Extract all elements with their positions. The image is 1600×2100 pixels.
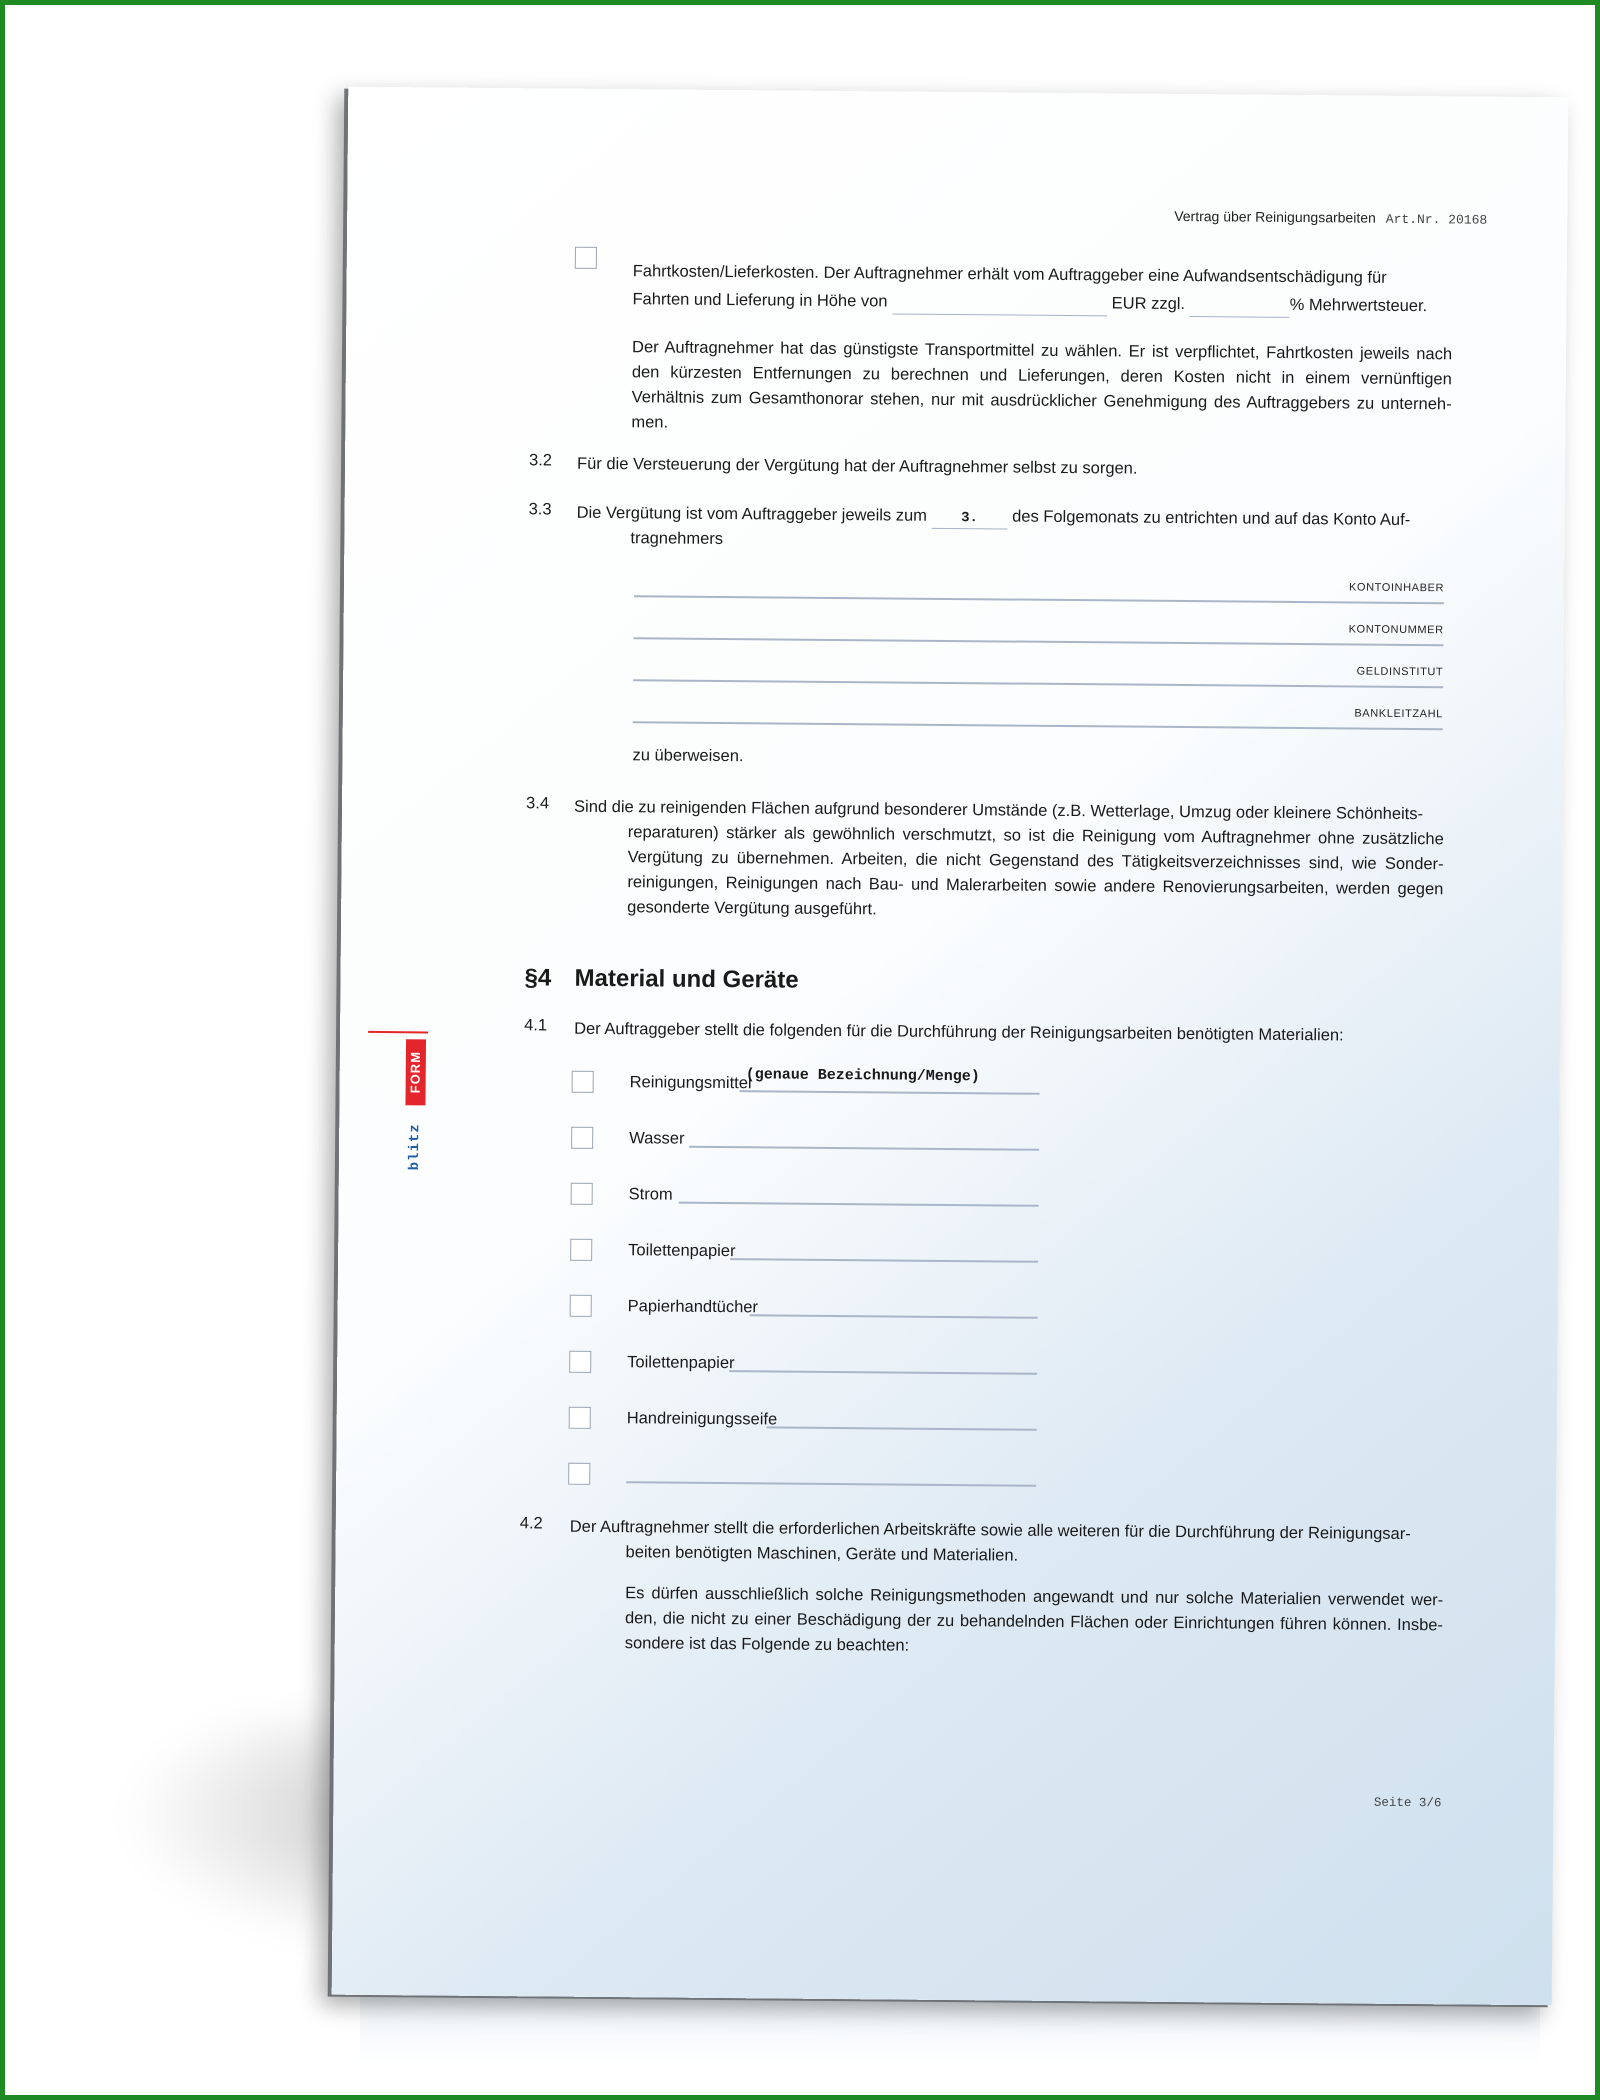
logo-form-text: FORM	[405, 1039, 426, 1105]
section-3-3-text-c: tragnehmers	[630, 529, 724, 548]
section-3-3-text-b: des Folgemonats zu entrichten und auf das Konto Auf-	[1012, 507, 1411, 529]
formblitz-logo	[405, 1039, 426, 1183]
material-label: Toilettenpapier	[627, 1353, 735, 1373]
section-3-2-text: Für die Versteuerung der Vergütung hat der Auftragnehmer selbst zu sorgen.	[576, 454, 1138, 478]
document-page	[332, 87, 1569, 2006]
section-4-title: Material und Geräte	[574, 964, 799, 994]
material-value[interactable]: (genaue Bezeichnung/Menge)	[745, 1066, 980, 1086]
material-checkbox[interactable]	[568, 1463, 590, 1485]
kontoinhaber-field[interactable]	[634, 595, 1444, 604]
material-label: Toilettenpapier	[628, 1241, 736, 1261]
section-4-1-text: Der Auftraggeber stellt die folgenden für die Durchführung der Reinigungsarbeiten benötigten Materialien:	[574, 1019, 1344, 1045]
material-checkbox[interactable]	[569, 1407, 591, 1429]
page-number: Seite 3/6	[1373, 1795, 1442, 1811]
section-4-2-number: 4.2	[519, 1514, 543, 1533]
material-field[interactable]	[730, 1258, 1038, 1263]
fahrtkosten-paragraph: Der Auftragnehmer hat das günstigste Transportmittel zu wählen. Er ist verpflichtet, Fahrtkosten jeweils nach den kürzesten Entfernungen zu berechnen und Lieferungen, deren Kosten nicht in einem vernünftigen Verhältnis zum Gesamthonorar stehen, nur mit ausdrücklicher Genehmigung des Auftraggebers zu unterneh-men.	[631, 338, 1453, 432]
bankleitzahl-label: BANKLEITZAHL	[1354, 707, 1443, 721]
bankleitzahl-field[interactable]	[633, 721, 1443, 730]
geldinstitut-field[interactable]	[633, 679, 1443, 688]
material-label: Strom	[628, 1185, 673, 1204]
section-3-3-text-a: Die Vergütung ist vom Auftraggeber jeweils zum	[576, 503, 928, 525]
section-3-4-rest: reparaturen) stärker als gewöhnlich verschmutzt, so ist die Reinigung vom Auftragnehmer ohne zusätzliche Vergütung zu übernehmen. Arbeiten, die nicht Gegenstand des Tätigkeitsverzeichnisses sind, wie Sonder-reinigungen, Reinigungen nach Bau- und Malerarbeiten sowie andere Renovierungsarbeiten, werden gegen gesonderte Vergütung ausgeführt.	[627, 823, 1444, 919]
section-3-3-closing: zu überweisen.	[632, 746, 744, 766]
material-label: Handreinigungsseife	[626, 1409, 778, 1429]
fahrtkosten-amount-label: Fahrten und Lieferung in Höhe von	[632, 290, 888, 311]
material-field[interactable]	[767, 1426, 1037, 1430]
header-article-number: Art.Nr. 20168	[1385, 211, 1488, 228]
section-3-2-number: 3.2	[529, 451, 553, 470]
kontoinhaber-label: KONTOINHABER	[1348, 581, 1445, 595]
fahrtkosten-line2	[632, 287, 1452, 319]
section-4-1-number: 4.1	[524, 1016, 548, 1035]
kontonummer-field[interactable]	[634, 637, 1444, 646]
geldinstitut-label: GELDINSTITUT	[1356, 665, 1444, 679]
material-label: Reinigungsmittel	[629, 1073, 752, 1093]
section-3-4-number: 3.4	[526, 794, 550, 813]
material-checkbox[interactable]	[570, 1295, 592, 1317]
section-4-number: §4	[524, 964, 552, 992]
fahrtkosten-checkbox[interactable]	[575, 247, 597, 269]
material-field[interactable]	[679, 1202, 1039, 1207]
fahrtkosten-amount-field[interactable]	[892, 293, 1107, 316]
logo-rule	[368, 1031, 428, 1034]
material-checkbox[interactable]	[571, 1127, 593, 1149]
section-4-2-paragraph: Es dürfen ausschließlich solche Reinigungsmethoden angewandt und nur solche Materialien verwendet wer-den, die nicht zu einer Beschädigung der zu behandelnden Flächen oder Einrichtungen führen können. Insbe-sondere ist das Folgende zu beachten:	[624, 1584, 1444, 1655]
material-label: Wasser	[629, 1129, 685, 1148]
material-field[interactable]	[689, 1146, 1039, 1151]
material-checkbox[interactable]	[569, 1351, 591, 1373]
fahrtkosten-eur-label: EUR zzgl.	[1111, 294, 1186, 314]
material-field[interactable]	[626, 1481, 1036, 1487]
fahrtkosten-vat-field[interactable]	[1190, 296, 1290, 318]
payment-day-field[interactable]: 3.	[931, 506, 1007, 530]
fahrtkosten-vat-label: % Mehrwertsteuer.	[1289, 295, 1428, 316]
fahrtkosten-line1: Fahrtkosten/Lieferkosten. Der Auftragnehmer erhält vom Auftraggeber eine Aufwandsentschädigung für	[632, 262, 1387, 287]
section-3-3-number: 3.3	[528, 500, 552, 519]
material-field[interactable]	[729, 1370, 1037, 1375]
material-label: Papierhandtücher	[627, 1297, 759, 1317]
material-field[interactable]	[740, 1090, 1040, 1095]
material-checkbox[interactable]	[570, 1239, 592, 1261]
section-3-4-line1: Sind die zu reinigenden Flächen aufgrund besonderer Umstände (z.B. Wetterlage, Umzug oder kleinere Schönheits-	[573, 797, 1424, 824]
material-checkbox[interactable]	[572, 1071, 594, 1093]
kontonummer-label: KONTONUMMER	[1348, 623, 1444, 637]
section-4-2-line1: Der Auftragnehmer stellt die erforderlichen Arbeitskräfte sowie alle weiteren für die Durchführung der Reinigungsar-	[569, 1517, 1411, 1544]
logo-blitz-text: blitz	[406, 1122, 424, 1170]
material-field[interactable]	[750, 1314, 1038, 1319]
header-title: Vertrag über Reinigungsarbeiten	[1174, 207, 1376, 226]
document-header	[1174, 208, 1487, 228]
material-checkbox[interactable]	[571, 1183, 593, 1205]
section-4-2-line2: beiten benötigten Maschinen, Geräte und Materialien.	[625, 1543, 1019, 1565]
